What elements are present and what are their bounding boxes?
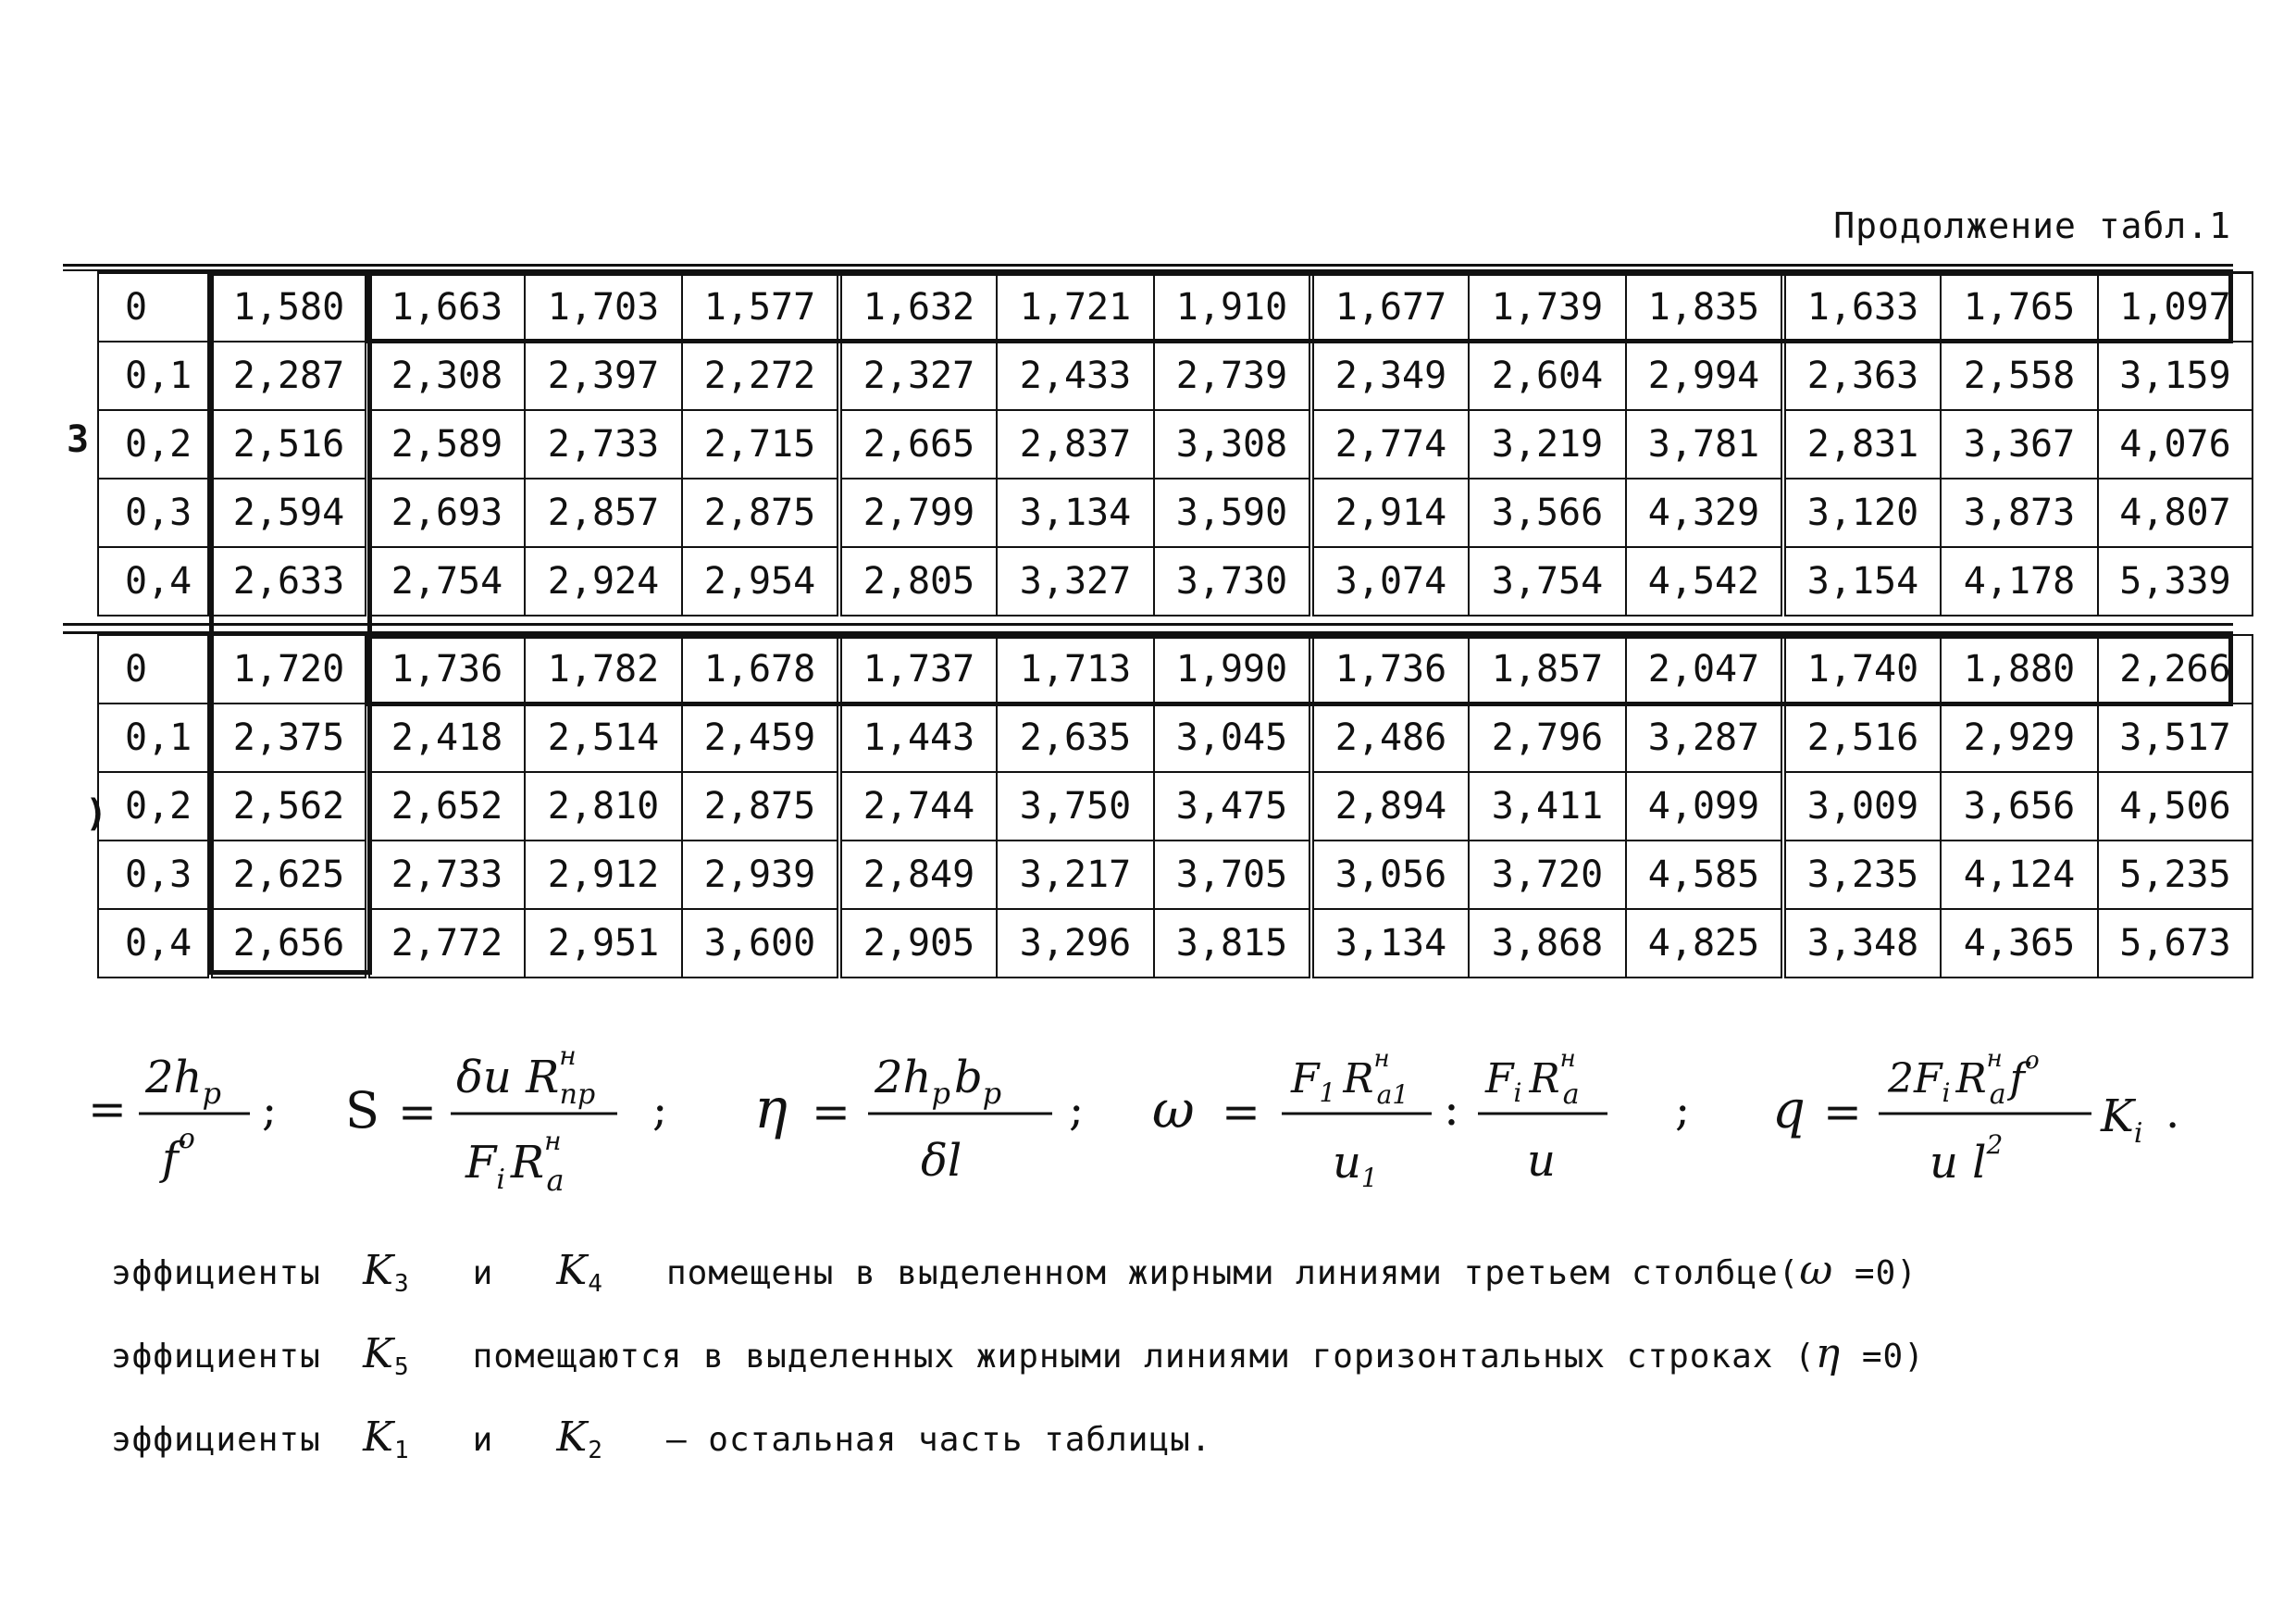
table-row (98, 479, 2253, 547)
value-cell: 3,134 (997, 479, 1154, 547)
value-cell: 3,217 (997, 841, 1154, 909)
value-cell: 2,665 (839, 410, 997, 479)
param-cell: 0,1 (98, 342, 210, 410)
notes (111, 1236, 1925, 1487)
value-cell: 2,715 (682, 410, 839, 479)
value-cell: 2,516 (210, 410, 367, 479)
value-cell: 1,880 (1941, 635, 2098, 704)
value-cell: 1,990 (1154, 635, 1311, 704)
value-cell: 3,730 (1154, 547, 1311, 616)
value-cell: 2,589 (367, 410, 525, 479)
table-row (98, 410, 2253, 479)
value-cell: 3,566 (1469, 479, 1626, 547)
table-row (98, 772, 2253, 841)
value-cell: 3,045 (1154, 704, 1311, 772)
value-cell: 3,815 (1154, 909, 1311, 978)
value-cell: 2,929 (1941, 704, 2098, 772)
value-cell: 2,625 (210, 841, 367, 909)
value-cell: 5,339 (2098, 547, 2253, 616)
formula-omega (1152, 1045, 1690, 1193)
svg-text:=: = (812, 1085, 850, 1139)
value-cell: 1,740 (1783, 635, 1941, 704)
formula-eta (754, 1052, 1084, 1187)
value-cell: 2,418 (367, 704, 525, 772)
formula-q (1772, 1045, 2179, 1189)
svg-text:=: = (398, 1085, 437, 1139)
value-cell: 4,124 (1941, 841, 2098, 909)
svg-text:=: = (88, 1082, 127, 1136)
svg-text:δu Rнпр: δu $R^н$ пр (456, 1040, 596, 1111)
svg-text:FiRнa: $F_i$ $R^н$ a (465, 1126, 565, 1198)
value-cell: 1,632 (839, 273, 997, 342)
svg-text:fo: $f^o$ (162, 1123, 195, 1185)
value-cell: 3,308 (1154, 410, 1311, 479)
svg-text::: : (1444, 1082, 1459, 1136)
value-cell: 2,604 (1469, 342, 1626, 410)
value-cell: 4,585 (1626, 841, 1783, 909)
value-cell: 1,736 (1311, 635, 1469, 704)
value-cell: 2,912 (525, 841, 682, 909)
svg-text:Ki: $K_i$ (2101, 1090, 2143, 1150)
table-row (98, 841, 2253, 909)
value-cell: 4,542 (1626, 547, 1783, 616)
value-cell: 3,600 (682, 909, 839, 978)
value-cell: 3,720 (1469, 841, 1626, 909)
value-cell: 2,905 (839, 909, 997, 978)
value-cell: 3,296 (997, 909, 1154, 978)
value-cell: 3,367 (1941, 410, 2098, 479)
value-cell: 3,219 (1469, 410, 1626, 479)
svg-text:.: . (2166, 1087, 2180, 1139)
table-caption: Продолжение табл.1 (1833, 205, 2231, 246)
value-cell: 4,099 (1626, 772, 1783, 841)
value-cell: 1,633 (1783, 273, 1941, 342)
param-cell: 0,4 (98, 547, 210, 616)
value-cell: 1,739 (1469, 273, 1626, 342)
svg-text:;: ; (1069, 1084, 1085, 1136)
value-cell: 2,486 (1311, 704, 1469, 772)
value-cell: 2,849 (839, 841, 997, 909)
table-row (98, 635, 2253, 704)
value-cell: 4,365 (1941, 909, 2098, 978)
svg-text:;: ; (1675, 1084, 1691, 1136)
value-cell: 2,894 (1311, 772, 1469, 841)
value-cell: 1,720 (210, 635, 367, 704)
value-cell: 3,235 (1783, 841, 1941, 909)
value-cell: 1,765 (1941, 273, 2098, 342)
svg-text:u l2: u $l^2$ (1930, 1129, 2004, 1189)
value-cell: 4,807 (2098, 479, 2253, 547)
value-cell: 1,580 (210, 273, 367, 342)
value-cell: 2,308 (367, 342, 525, 410)
value-cell: 1,703 (525, 273, 682, 342)
table-row (98, 273, 2253, 342)
value-cell: 3,134 (1311, 909, 1469, 978)
note-line-1: эффициенты $K_3$ и $K_4$ помещены в выделенном жирными линиями третьем столбце(ω =0) (111, 1247, 1917, 1299)
value-cell: 1,782 (525, 635, 682, 704)
value-cell: 3,868 (1469, 909, 1626, 978)
param-cell: 0,3 (98, 479, 210, 547)
value-cell: 1,663 (367, 273, 525, 342)
value-cell: 2,805 (839, 547, 997, 616)
value-cell: 3,009 (1783, 772, 1941, 841)
table-top-rule (63, 264, 2233, 271)
param-cell: 0,4 (98, 909, 210, 978)
value-cell: 2,266 (2098, 635, 2253, 704)
value-cell: 1,678 (682, 635, 839, 704)
svg-text:F1Rнa1: $F_1$ $R^н$ a1 (1291, 1045, 1409, 1110)
value-cell: 2,287 (210, 342, 367, 410)
value-cell: 2,799 (839, 479, 997, 547)
value-cell: 1,910 (1154, 273, 1311, 342)
formula-s (345, 1040, 667, 1198)
svg-text:δl: δl (921, 1135, 962, 1187)
svg-text:FiRнa: $F_i$ $R^н$ a (1485, 1045, 1580, 1111)
value-cell: 3,754 (1469, 547, 1626, 616)
edge-mark-top: 3 (67, 418, 90, 461)
param-cell: 0,3 (98, 841, 210, 909)
svg-text:q: q (1772, 1080, 1806, 1140)
table-block-bottom (97, 634, 2253, 978)
value-cell: 2,857 (525, 479, 682, 547)
table-block-top (97, 271, 2253, 616)
svg-text:;: ; (262, 1084, 278, 1136)
value-cell: 4,329 (1626, 479, 1783, 547)
value-cell: 3,056 (1311, 841, 1469, 909)
param-cell: 0 (98, 273, 210, 342)
value-cell: 2,047 (1626, 635, 1783, 704)
value-cell: 1,736 (367, 635, 525, 704)
value-cell: 2,363 (1783, 342, 1941, 410)
value-cell: 2,516 (1783, 704, 1941, 772)
value-cell: 4,506 (2098, 772, 2253, 841)
value-cell: 2,796 (1469, 704, 1626, 772)
value-cell: 3,154 (1783, 547, 1941, 616)
value-cell: 2,951 (525, 909, 682, 978)
value-cell: 2,514 (525, 704, 682, 772)
value-cell: 3,348 (1783, 909, 1941, 978)
value-cell: 2,831 (1783, 410, 1941, 479)
value-cell: 2,633 (210, 547, 367, 616)
svg-text:u1: $u_1$ (1333, 1137, 1378, 1193)
formulas (88, 1027, 2244, 1203)
value-cell: 1,857 (1469, 635, 1626, 704)
value-cell: 2,594 (210, 479, 367, 547)
value-cell: 2,693 (367, 479, 525, 547)
edge-mark-bottom: ) (85, 792, 108, 835)
svg-text:2hp: $2h_p$ (145, 1052, 221, 1111)
value-cell: 1,577 (682, 273, 839, 342)
value-cell: 3,475 (1154, 772, 1311, 841)
value-cell: 3,873 (1941, 479, 2098, 547)
formula-hp (88, 1052, 277, 1185)
value-cell: 2,459 (682, 704, 839, 772)
value-cell: 2,914 (1311, 479, 1469, 547)
note-line-3: эффициенты $K_1$ и $K_2$ – остальная часть таблицы. (111, 1414, 1212, 1465)
svg-text:2FiRнafo: $2F_i$ $R^н$ $af^o$ (1888, 1045, 2040, 1111)
value-cell: 1,677 (1311, 273, 1469, 342)
value-cell: 3,705 (1154, 841, 1311, 909)
value-cell: 2,772 (367, 909, 525, 978)
svg-text:η: η (754, 1077, 788, 1141)
value-cell: 2,433 (997, 342, 1154, 410)
param-cell: 0,2 (98, 772, 210, 841)
value-cell: 2,924 (525, 547, 682, 616)
svg-text:2hpbp: $2h_pb_p$ (875, 1052, 1002, 1111)
value-cell: 3,781 (1626, 410, 1783, 479)
param-cell: 0,1 (98, 704, 210, 772)
value-cell: 2,733 (525, 410, 682, 479)
note-line-2: эффициенты $K_5$ помещаются в выделенных жирными линиями горизонтальных строках (η =0) (111, 1330, 1925, 1382)
value-cell: 2,635 (997, 704, 1154, 772)
value-cell: 2,875 (682, 772, 839, 841)
value-cell: 2,349 (1311, 342, 1469, 410)
value-cell: 2,754 (367, 547, 525, 616)
value-cell: 2,739 (1154, 342, 1311, 410)
value-cell: 2,656 (210, 909, 367, 978)
table-mid-rule (63, 623, 2233, 634)
value-cell: 3,411 (1469, 772, 1626, 841)
value-cell: 2,954 (682, 547, 839, 616)
value-cell: 3,517 (2098, 704, 2253, 772)
param-cell: 0 (98, 635, 210, 704)
value-cell: 2,327 (839, 342, 997, 410)
value-cell: 3,074 (1311, 547, 1469, 616)
value-cell: 2,272 (682, 342, 839, 410)
value-cell: 1,721 (997, 273, 1154, 342)
value-cell: 2,652 (367, 772, 525, 841)
value-cell: 5,673 (2098, 909, 2253, 978)
value-cell: 1,835 (1626, 273, 1783, 342)
value-cell: 5,235 (2098, 841, 2253, 909)
value-cell: 3,159 (2098, 342, 2253, 410)
svg-text:;: ; (652, 1084, 668, 1136)
value-cell: 3,287 (1626, 704, 1783, 772)
value-cell: 2,744 (839, 772, 997, 841)
value-cell: 1,737 (839, 635, 997, 704)
table-row (98, 342, 2253, 410)
value-cell: 3,590 (1154, 479, 1311, 547)
value-cell: 2,939 (682, 841, 839, 909)
value-cell: 3,750 (997, 772, 1154, 841)
svg-text:S: S (345, 1081, 379, 1140)
svg-text:ω: ω (1152, 1080, 1195, 1140)
value-cell: 2,810 (525, 772, 682, 841)
value-cell: 2,875 (682, 479, 839, 547)
param-cell: 0,2 (98, 410, 210, 479)
value-cell: 3,120 (1783, 479, 1941, 547)
value-cell: 4,825 (1626, 909, 1783, 978)
value-cell: 4,178 (1941, 547, 2098, 616)
value-cell: 2,558 (1941, 342, 2098, 410)
svg-text:u: u (1527, 1135, 1556, 1187)
value-cell: 4,076 (2098, 410, 2253, 479)
value-cell: 2,375 (210, 704, 367, 772)
svg-text:=: = (1222, 1085, 1260, 1139)
value-cell: 3,656 (1941, 772, 2098, 841)
value-cell: 2,733 (367, 841, 525, 909)
value-cell: 2,562 (210, 772, 367, 841)
table-row (98, 704, 2253, 772)
table-row (98, 547, 2253, 616)
value-cell: 2,837 (997, 410, 1154, 479)
value-cell: 3,327 (997, 547, 1154, 616)
table-row (98, 909, 2253, 978)
value-cell: 1,713 (997, 635, 1154, 704)
svg-text:=: = (1823, 1085, 1862, 1139)
value-cell: 2,397 (525, 342, 682, 410)
value-cell: 1,443 (839, 704, 997, 772)
value-cell: 2,994 (1626, 342, 1783, 410)
value-cell: 1,097 (2098, 273, 2253, 342)
value-cell: 2,774 (1311, 410, 1469, 479)
